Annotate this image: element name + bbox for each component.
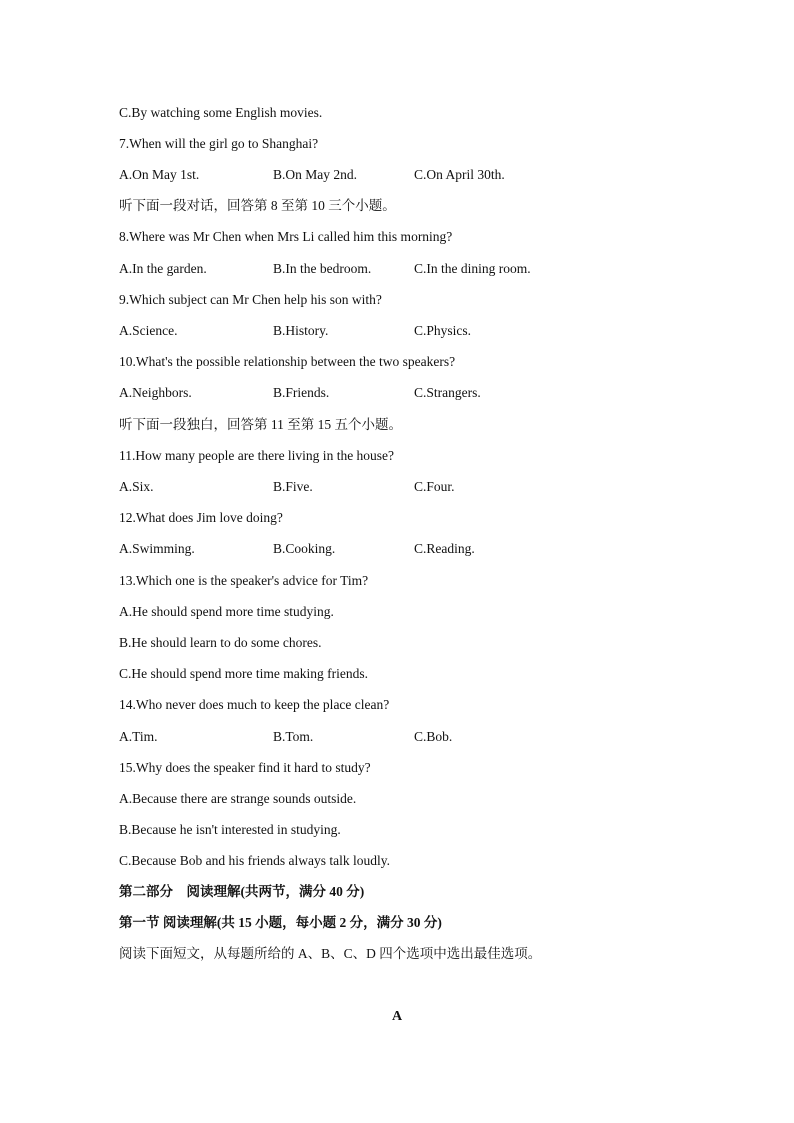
q15-option-c: C.Because Bob and his friends always talk loudly. — [119, 853, 390, 868]
q8-option-a: A.In the garden. — [119, 261, 207, 276]
question-14: 14.Who never does much to keep the place clean? — [119, 697, 390, 712]
q7-option-c: C.On April 30th. — [414, 167, 505, 182]
section-header-q11-15: 听下面一段独白，回答第 11 至第 15 五个小题。 — [119, 417, 402, 432]
q9-option-a: A.Science. — [119, 323, 178, 338]
question-9: 9.Which subject can Mr Chen help his son with? — [119, 292, 382, 307]
passage-letter: A — [391, 1009, 403, 1024]
part-two-heading: 第二部分 阅读理解(共两节，满分 40 分) — [119, 884, 365, 899]
q11-option-b: B.Five. — [273, 479, 313, 494]
q14-option-a: A.Tim. — [119, 729, 158, 744]
q10-option-b: B.Friends. — [273, 385, 330, 400]
q15-option-b: B.Because he isn't interested in studying. — [119, 822, 341, 837]
section-header-q8-10: 听下面一段对话，回答第 8 至第 10 三个小题。 — [119, 198, 396, 213]
q14-option-b: B.Tom. — [273, 729, 314, 744]
q9-option-b: B.History. — [273, 323, 329, 338]
q7-option-a: A.On May 1st. — [119, 167, 200, 182]
q7-option-b: B.On May 2nd. — [273, 167, 357, 182]
q12-option-c: C.Reading. — [414, 541, 475, 556]
question-15: 15.Why does the speaker find it hard to study? — [119, 760, 371, 775]
q6-option-c: C.By watching some English movies. — [119, 105, 323, 120]
q8-option-b: B.In the bedroom. — [273, 261, 372, 276]
q10-option-a: A.Neighbors. — [119, 385, 192, 400]
q13-option-c: C.He should spend more time making friends. — [119, 666, 368, 681]
question-7: 7.When will the girl go to Shanghai? — [119, 136, 319, 151]
question-10: 10.What's the possible relationship between the two speakers? — [119, 354, 456, 369]
q10-option-c: C.Strangers. — [414, 385, 481, 400]
reading-instruction: 阅读下面短文，从每题所给的 A、B、C、D 四个选项中选出最佳选项。 — [119, 946, 542, 961]
question-8: 8.Where was Mr Chen when Mrs Li called him this morning? — [119, 229, 453, 244]
q9-option-c: C.Physics. — [414, 323, 472, 338]
question-11: 11.How many people are there living in the house? — [119, 448, 395, 463]
q15-option-a: A.Because there are strange sounds outside. — [119, 791, 357, 806]
question-12: 12.What does Jim love doing? — [119, 510, 283, 525]
question-13: 13.Which one is the speaker's advice for Tim? — [119, 573, 369, 588]
q12-option-a: A.Swimming. — [119, 541, 195, 556]
q13-option-a: A.He should spend more time studying. — [119, 604, 334, 619]
q14-option-c: C.Bob. — [414, 729, 453, 744]
q11-option-c: C.Four. — [414, 479, 455, 494]
q12-option-b: B.Cooking. — [273, 541, 336, 556]
q8-option-c: C.In the dining room. — [414, 261, 531, 276]
q13-option-b: B.He should learn to do some chores. — [119, 635, 322, 650]
section-one-heading: 第一节 阅读理解(共 15 小题，每小题 2 分，满分 30 分) — [119, 915, 442, 930]
q11-option-a: A.Six. — [119, 479, 154, 494]
